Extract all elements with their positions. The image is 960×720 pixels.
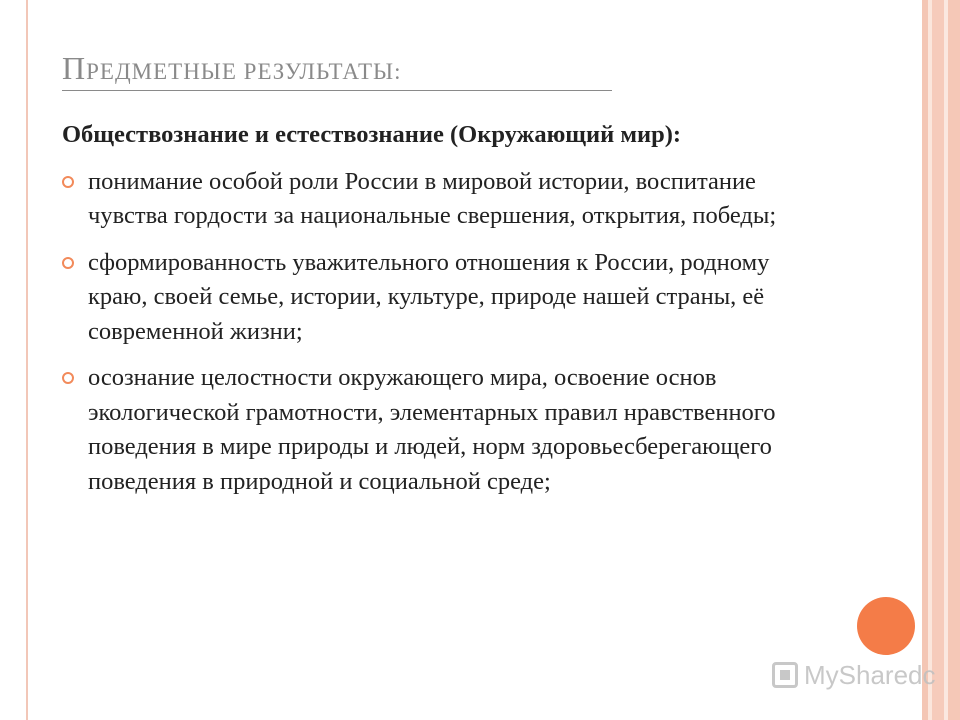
title-rest: РЕДМЕТНЫЕ РЕЗУЛЬТАТЫ: bbox=[86, 59, 402, 84]
right-stripe bbox=[948, 0, 960, 720]
bullet-item bbox=[62, 165, 832, 234]
bullet-item bbox=[62, 361, 832, 499]
watermark bbox=[772, 660, 936, 690]
myshared-logo-icon bbox=[772, 662, 798, 688]
slide-title bbox=[62, 50, 401, 87]
bullet-text: понимание особой роли России в мировой истории, воспитание чувства гордости за национальные свершения, открытия, победы; bbox=[88, 167, 777, 229]
left-border-line bbox=[26, 0, 28, 720]
bullet-item bbox=[62, 246, 832, 350]
circle-bullet-icon bbox=[62, 257, 74, 269]
circle-bullet-icon bbox=[62, 176, 74, 188]
subject-heading: Обществознание и естествознание (Окружающий мир): bbox=[62, 121, 682, 148]
slide-content bbox=[62, 118, 832, 511]
bullet-text: сформированность уважительного отношения к России, родному краю, своей семье, истории, культуре, природе нашей страны, её современной жизни; bbox=[88, 248, 770, 345]
right-stripe bbox=[932, 0, 944, 720]
orange-circle-decoration bbox=[857, 597, 915, 655]
bullet-text: осознание целостности окружающего мира, освоение основ экологической грамотности, элементарных правил нравственного поведения в мире природы и людей, норм здоровьесберегающего поведения в природной и социальной среде; bbox=[88, 364, 776, 495]
title-first-letter: П bbox=[62, 50, 87, 86]
title-underline bbox=[62, 90, 612, 91]
circle-bullet-icon bbox=[62, 372, 74, 384]
watermark-text: MySharedc bbox=[804, 659, 936, 690]
